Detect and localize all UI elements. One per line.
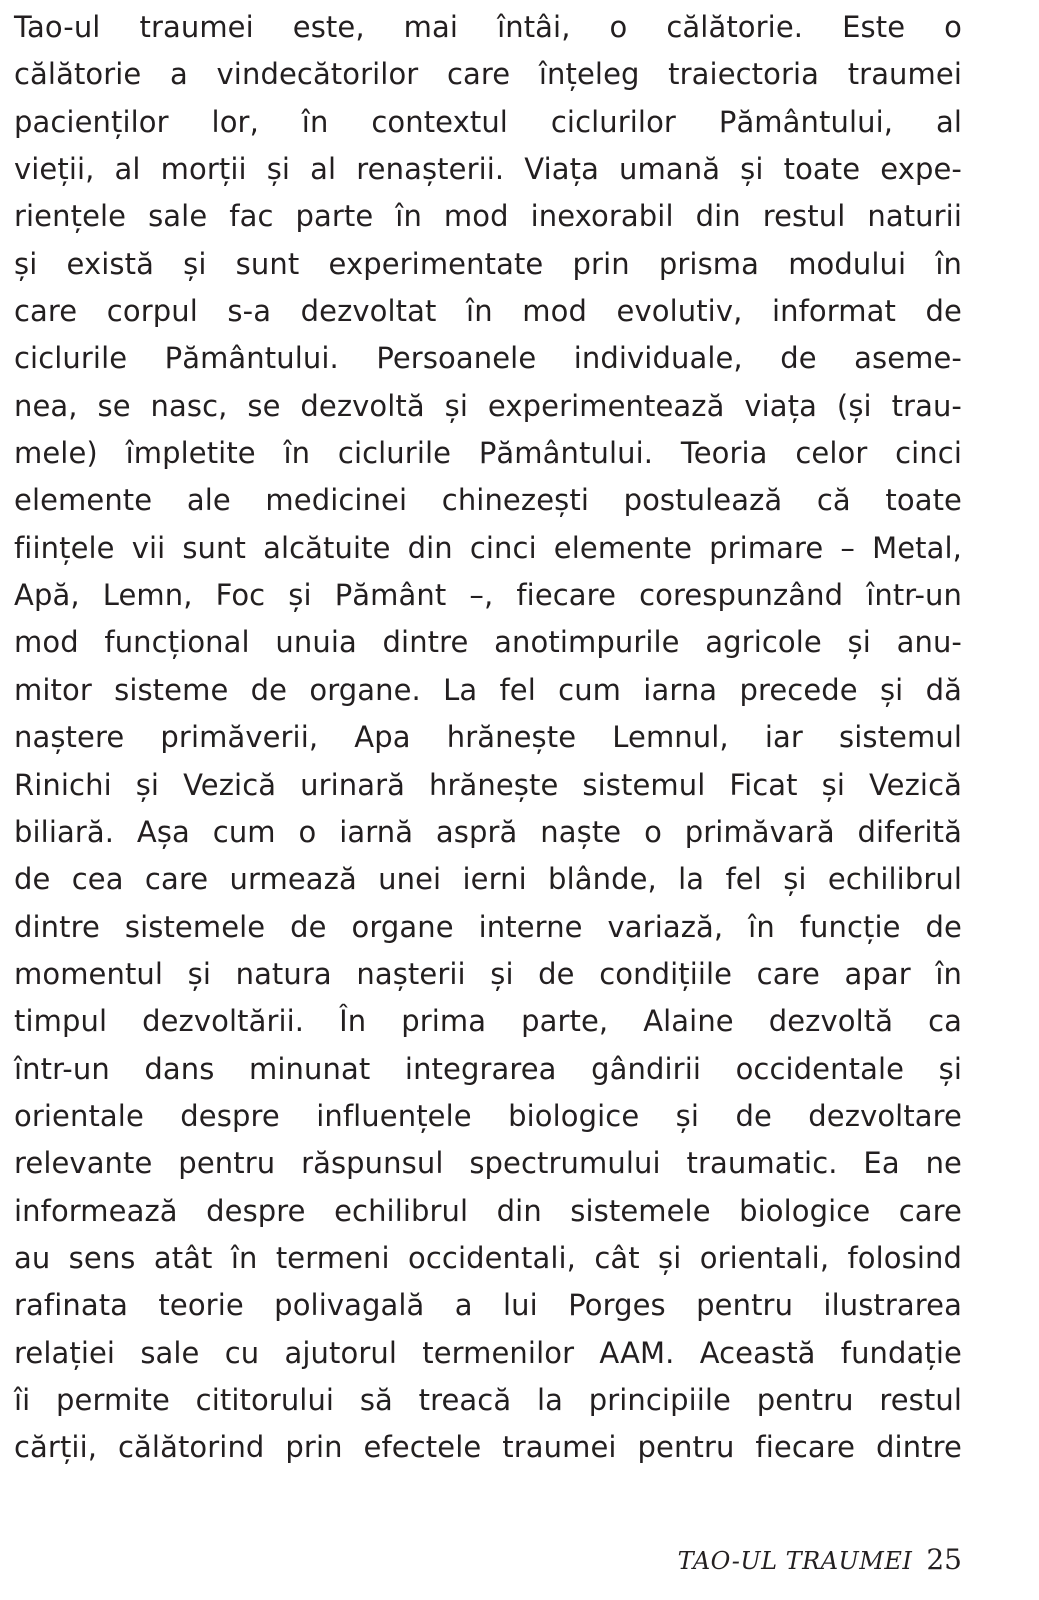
text-line: biliară. Așa cum o iarnă aspră naște o primăvară diferită (14, 814, 962, 849)
text-line: ființele vii sunt alcătuite din cinci elemente primare – Metal, (14, 530, 962, 565)
text-line: timpul dezvoltării. În prima parte, Alaine dezvoltă ca (14, 1004, 962, 1039)
text-line: îi permite cititorului să treacă la principiile pentru restul (14, 1382, 962, 1417)
text-line: orientale despre influențele biologice și de dezvoltare (14, 1098, 962, 1133)
text-line: relevante pentru răspunsul spectrumului traumatic. Ea ne (14, 1146, 962, 1181)
text-line: mod funcțional unuia dintre anotimpurile agricole și anu- (14, 625, 962, 660)
text-line: rafinata teorie polivagală a lui Porges pentru ilustrarea (14, 1288, 962, 1323)
text-line: Tao-ul traumei este, mai întâi, o călătorie. Este o (14, 10, 962, 44)
text-line: ciclurile Pământului. Persoanele individuale, de aseme- (14, 341, 962, 376)
text-line: într-un dans minunat integrarea gândirii occidentale și (14, 1051, 962, 1086)
text-line: de cea care urmează unei ierni blânde, la fel și echilibrul (14, 862, 962, 897)
text-line: călătorie a vindecătorilor care înțeleg traiectoria traumei (14, 57, 962, 92)
text-line: riențele sale fac parte în mod inexorabil din restul naturii (14, 199, 962, 234)
text-line: relației sale cu ajutorul termenilor AAM. Această fundație (14, 1335, 962, 1370)
text-line: elemente ale medicinei chinezești postulează că toate (14, 483, 962, 518)
text-line: nea, se nasc, se dezvoltă și experimentează viața (și trau- (14, 388, 962, 423)
text-line: cărții, călătorind prin efectele traumei pentru fiecare dintre (14, 1430, 962, 1465)
text-line: și există și sunt experimentate prin prisma modului în (14, 246, 962, 281)
text-line: informează despre echilibrul din sistemele biologice care (14, 1193, 962, 1228)
text-line: Apă, Lemn, Foc și Pământ –, fiecare corespunzând într-un (14, 578, 962, 613)
text-line: dintre sistemele de organe interne variază, în funcție de (14, 909, 962, 944)
text-line: care corpul s-a dezvoltat în mod evolutiv, informat de (14, 294, 962, 329)
text-line: au sens atât în termeni occidentali, cât și orientali, folosind (14, 1240, 962, 1275)
text-line: mele) împletite în ciclurile Pământului. Teoria celor cinci (14, 436, 962, 471)
text-line: vieții, al morții și al renașterii. Viața umană și toate expe- (14, 152, 962, 187)
text-line: Rinichi și Vezică urinară hrănește sistemul Ficat și Vezică (14, 767, 962, 802)
body-text (14, 4, 962, 1472)
text-line: mitor sisteme de organe. La fel cum iarna precede și dă (14, 672, 962, 707)
text-line: momentul și natura nașterii și de condițiile care apar în (14, 956, 962, 991)
text-line: naștere primăverii, Apa hrănește Lemnul, iar sistemul (14, 720, 962, 755)
page-footer (678, 1540, 962, 1580)
text-line: pacienților lor, în contextul ciclurilor Pământului, al (14, 104, 962, 139)
running-title: TAO-UL TRAUMEI (677, 1547, 913, 1575)
page-number: 25 (926, 1543, 962, 1576)
